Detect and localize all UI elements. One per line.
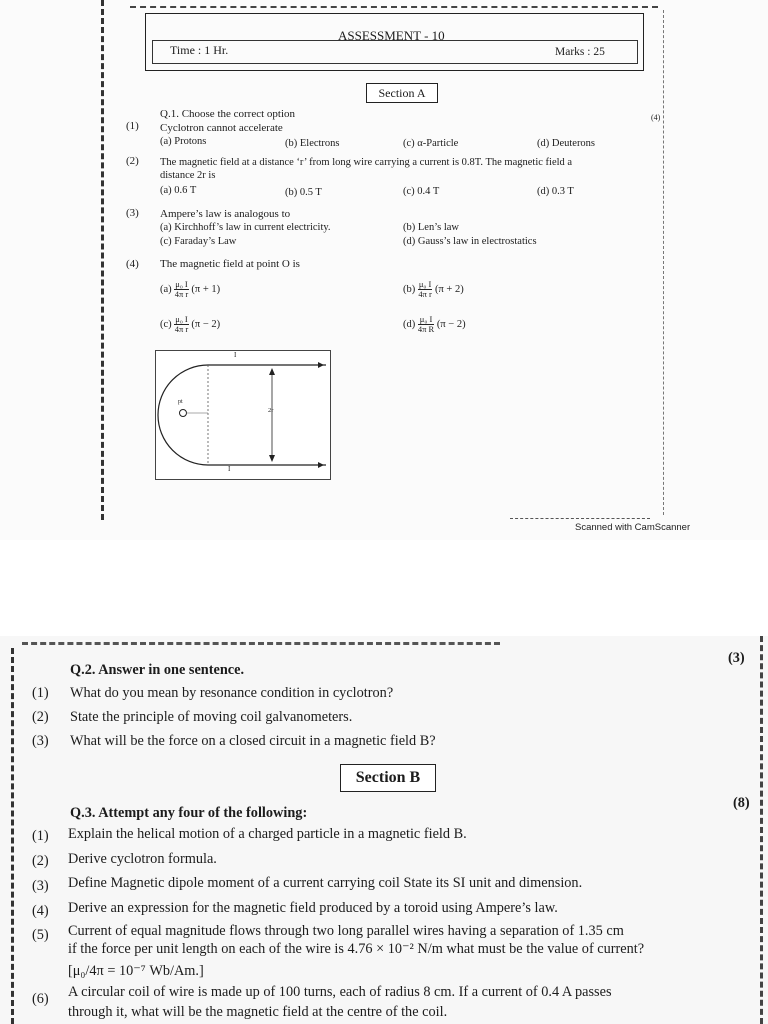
left-border — [11, 648, 14, 1024]
q1-item-text: Cyclotron cannot accelerate — [160, 122, 283, 134]
top-border — [130, 6, 658, 8]
section-a-label: Section A — [366, 83, 438, 103]
option: (b) 0.5 T — [285, 187, 322, 198]
arrow-head-down — [269, 455, 275, 462]
q3-item-text: Derive cyclotron formula. — [68, 851, 217, 867]
q1-item-text: The magnetic field at a distance ‘r’ from long wire carrying a current is 0.8T. The magnetic field a — [160, 157, 573, 168]
left-border — [101, 0, 104, 520]
formula-tail: (π + 1) — [191, 283, 221, 295]
arrow-head-up — [269, 368, 275, 375]
q3-item-num: (2) — [32, 853, 49, 869]
assessment-title: ASSESSMENT - 10 — [338, 28, 445, 43]
q3-item-num: (3) — [32, 878, 49, 894]
option-label: (b) — [403, 283, 416, 295]
camscanner-watermark: Scanned with CamScanner — [575, 522, 691, 533]
q2-item-text: State the principle of moving coil galvanometers. — [70, 709, 353, 725]
bottom-current-label: I — [228, 465, 231, 473]
formula-option-d — [403, 315, 466, 334]
top-border — [22, 642, 500, 645]
q3-item-text-cont: through it, what will be the magnetic field at the centre of the coil. — [68, 1004, 448, 1020]
q2-item-text: What do you mean by resonance condition in cyclotron? — [70, 685, 394, 701]
q3-item-text: Define Magnetic dipole moment of a current carrying coil State its SI unit and dimension. — [68, 875, 583, 891]
point-label: pt — [178, 399, 183, 405]
fraction-denominator: 4π r — [174, 289, 189, 299]
fraction-denominator: 4π R — [417, 324, 435, 334]
fraction-denominator: 4π r — [418, 289, 432, 299]
formula-option-c — [160, 315, 220, 334]
q3-item-text: Derive an expression for the magnetic field produced by a toroid using Ampere’s law. — [68, 900, 558, 916]
q3-item-text: Explain the helical motion of a charged particle in a magnetic field B. — [68, 826, 467, 842]
right-border — [663, 10, 664, 515]
q3-item-text: A circular coil of wire is made up of 100 turns, each of radius 8 cm. If a current of 0.4 A passes — [68, 984, 612, 1000]
formula-option-b — [403, 280, 464, 299]
q3-marks: (8) — [733, 795, 750, 811]
current-arrow-top — [318, 362, 324, 368]
option: (d) Deuterons — [537, 138, 596, 149]
fraction-numerator: μ₀ I — [175, 314, 188, 324]
q3-item-num: (5) — [32, 927, 49, 943]
q2-heading: Q.2. Answer in one sentence. — [70, 662, 245, 678]
option-label: (c) — [160, 318, 172, 330]
point-o — [180, 410, 187, 417]
time-label: Time : 1 Hr. — [170, 43, 229, 57]
fraction-denominator: 4π r — [174, 324, 189, 334]
q1-item-num: (4) — [126, 258, 139, 270]
option-label: (d) — [403, 318, 416, 330]
q1-item-num: (2) — [126, 155, 139, 167]
bottom-border — [510, 518, 650, 519]
option: (a) Protons — [160, 136, 207, 147]
fraction-numerator: μ₀ I — [419, 314, 433, 324]
scanned-page-2 — [0, 636, 768, 1024]
right-border — [760, 636, 763, 1024]
circuit-figure — [155, 350, 331, 480]
option: (c) Faraday’s Law — [160, 236, 237, 247]
fraction — [418, 280, 432, 299]
q3-heading: Q.3. Attempt any four of the following: — [70, 805, 308, 821]
current-arrow-bottom — [318, 462, 324, 468]
formula-tail: (π − 2) — [191, 318, 221, 330]
q3-item-num: (4) — [32, 903, 49, 919]
option: (c) α-Particle — [403, 138, 459, 149]
section-b-label: Section B — [340, 764, 436, 792]
q1-heading: Q.1. Choose the correct option — [160, 108, 296, 120]
option: (d) Gauss’s law in electrostatics — [403, 236, 537, 247]
q3-item-text: Current of equal magnitude flows through two long parallel wires having a separation of 1.35 cm — [68, 923, 624, 939]
fraction-numerator: μ₀ I — [418, 279, 432, 289]
q2-item-num: (3) — [32, 733, 49, 749]
q3-item-num: (1) — [32, 828, 49, 844]
option-label: (a) — [160, 283, 172, 295]
option: (a) 0.6 T — [160, 185, 197, 196]
fraction — [418, 315, 434, 334]
q2-item-text: What will be the force on a closed circuit in a magnetic field B? — [70, 733, 436, 749]
formula-tail: (π − 2) — [436, 318, 466, 330]
fraction — [174, 280, 188, 299]
option: (b) Len’s law — [403, 222, 459, 233]
marks-label: Marks : 25 — [555, 46, 605, 58]
q1-item-num: (1) — [126, 120, 139, 132]
circuit-diagram — [156, 351, 330, 479]
q3-item-text-cont: [μ₀/4π = 10⁻⁷ Wb/Am.] — [68, 963, 204, 979]
q1-marks: (4) — [651, 113, 661, 122]
fraction — [174, 315, 188, 334]
fraction-numerator: μ₀ I — [175, 279, 188, 289]
top-current-label: I — [234, 351, 237, 359]
q1-item-text-cont: distance 2r is — [160, 170, 216, 181]
q2-marks: (3) — [728, 650, 745, 666]
option: (c) 0.4 T — [403, 186, 440, 197]
q2-item-num: (2) — [32, 709, 49, 725]
q3-item-text-cont: if the force per unit length on each of the wire is 4.76 × 10⁻² N/m what must be the value of current? — [68, 941, 645, 957]
q3-item-num: (6) — [32, 991, 49, 1007]
option: (a) Kirchhoff’s law in current electricity. — [160, 222, 331, 233]
q2-item-num: (1) — [32, 685, 49, 701]
q1-item-text: Ampere’s law is analogous to — [160, 208, 291, 220]
distance-label: 2r — [268, 407, 274, 414]
formula-tail: (π + 2) — [434, 283, 464, 295]
option: (d) 0.3 T — [537, 186, 574, 197]
formula-option-a — [160, 280, 220, 299]
q1-item-num: (3) — [126, 207, 139, 219]
q1-item-text: The magnetic field at point O is — [160, 258, 300, 270]
option: (b) Electrons — [285, 138, 340, 149]
